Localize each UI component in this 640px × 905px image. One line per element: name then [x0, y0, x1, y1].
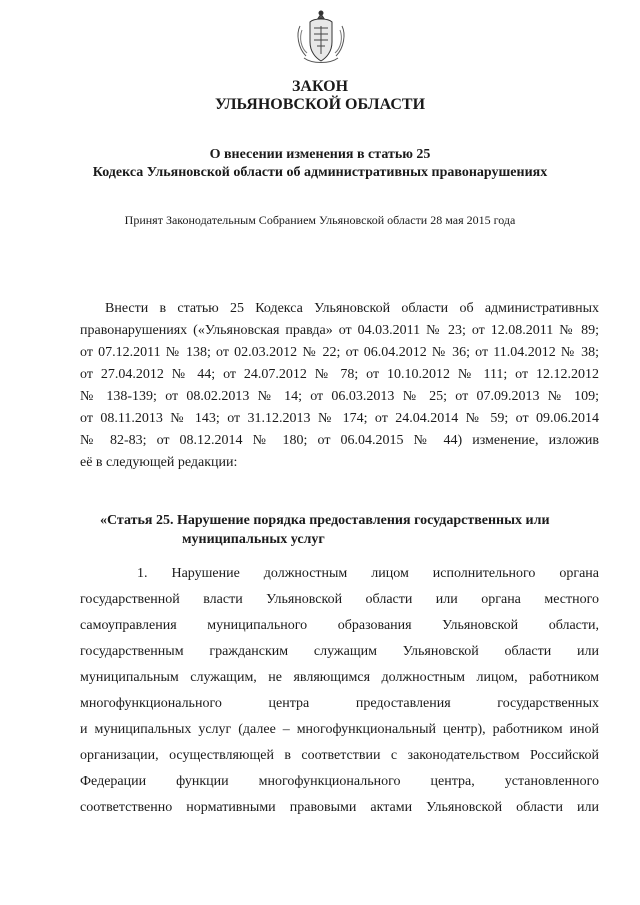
region-title: УЛЬЯНОВСКОЙ ОБЛАСТИ — [214, 96, 426, 113]
article-heading-line-2: муниципальных услуг — [182, 532, 325, 547]
paragraph-line: государственным гражданским служащим Ульяновской области или — [80, 644, 599, 659]
law-subject-line-2: Кодекса Ульяновской области об административных правонарушениях — [92, 165, 548, 180]
law-subject-line-1: О внесении изменения в статью 25 — [209, 147, 431, 162]
paragraph-line: многофункционального центра предоставления государственных — [80, 696, 599, 711]
paragraph-line: Внести в статью 25 Кодекса Ульяновской области об административных — [105, 301, 599, 316]
coat-of-arms-icon — [292, 8, 350, 68]
amendment-paragraph — [80, 298, 599, 474]
paragraph-line: от 08.11.2013 № 143; от 31.12.2013 № 174; от 24.04.2014 № 59; от 09.06.2014 — [80, 411, 599, 426]
adoption-note: Принят Законодательным Собранием Ульяновской области 28 мая 2015 года — [124, 213, 516, 227]
paragraph-line: № 138-139; от 08.02.2013 № 14; от 06.03.2013 № 25; от 07.09.2013 № 109; — [80, 389, 599, 404]
law-title: ЗАКОН — [291, 78, 349, 95]
article-heading-line-1: «Статья 25. Нарушение порядка предоставления государственных или — [100, 513, 550, 528]
paragraph-line: самоуправления муниципального образования Ульяновской области, — [80, 618, 599, 633]
article-paragraph-1 — [80, 561, 599, 821]
paragraph-line: от 27.04.2012 № 44; от 24.07.2012 № 78; от 10.10.2012 № 111; от 12.12.2012 — [80, 367, 599, 382]
paragraph-line: муниципальным служащим, не являющимся должностным лицом, работником — [80, 670, 599, 685]
paragraph-line: государственной власти Ульяновской области или органа местного — [80, 592, 599, 607]
paragraph-line: её в следующей редакции: — [80, 455, 238, 470]
paragraph-line: и муниципальных услуг (далее – многофункциональный центр), работником иной — [80, 722, 599, 737]
paragraph-line: от 07.12.2011 № 138; от 02.03.2012 № 22; от 06.04.2012 № 36; от 11.04.2012 № 38; — [80, 345, 599, 360]
paragraph-line: правонарушениях («Ульяновская правда» от 04.03.2011 № 23; от 12.08.2011 № 89; — [80, 323, 599, 338]
paragraph-line: № 82-83; от 08.12.2014 № 180; от 06.04.2015 № 44) изменение, изложив — [80, 433, 599, 448]
paragraph-line: 1. Нарушение должностным лицом исполнительного органа — [137, 566, 599, 581]
paragraph-line: организации, осуществляющей в соответствии с законодательством Российской — [80, 748, 599, 763]
paragraph-line: Федерации функции многофункционального центра, установленного — [80, 774, 599, 789]
paragraph-line: соответственно нормативными правовыми актами Ульяновской области или — [80, 800, 599, 815]
article-heading — [100, 511, 600, 549]
